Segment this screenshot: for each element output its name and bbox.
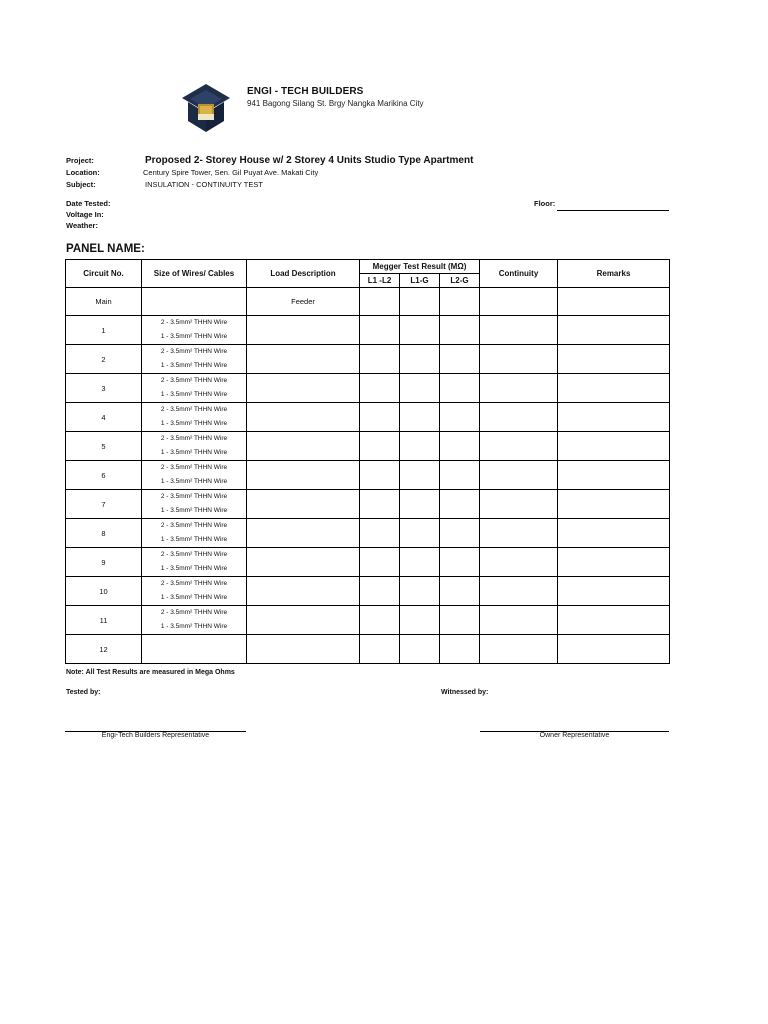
cell-load-description bbox=[247, 635, 360, 664]
header-continuity: Continuity bbox=[480, 260, 558, 288]
floor-field-line bbox=[557, 210, 669, 211]
cell-remarks bbox=[558, 461, 670, 490]
cell-load-feeder: Feeder bbox=[247, 288, 360, 316]
wire-spec-line: 2 - 3.5mm² THHN Wire bbox=[160, 435, 228, 442]
cell-circuit-main: Main bbox=[66, 288, 142, 316]
wire-spec-line: 2 - 3.5mm² THHN Wire bbox=[160, 377, 228, 384]
test-results-table bbox=[65, 259, 670, 664]
cell-l1-l2 bbox=[360, 548, 400, 577]
cell-size-of-wires bbox=[142, 345, 247, 374]
cell-l1-g bbox=[400, 403, 440, 432]
cell-remarks bbox=[558, 519, 670, 548]
cell-load-description bbox=[247, 345, 360, 374]
header-l2-g: L2-G bbox=[440, 274, 480, 288]
cell-l1-l2 bbox=[360, 519, 400, 548]
wire-spec-line: 1 - 3.5mm² THHN Wire bbox=[160, 478, 228, 485]
cell-remarks bbox=[558, 548, 670, 577]
table-row bbox=[66, 606, 670, 635]
wire-spec-line: 2 - 3.5mm² THHN Wire bbox=[160, 319, 228, 326]
witnessed-by-label: Witnessed by: bbox=[441, 689, 489, 696]
cell-circuit-no: 11 bbox=[66, 606, 142, 635]
cell-size-of-wires bbox=[142, 606, 247, 635]
cell-load-description bbox=[247, 374, 360, 403]
cell-continuity bbox=[480, 577, 558, 606]
cell-continuity bbox=[480, 432, 558, 461]
cell-l1-l2 bbox=[360, 403, 400, 432]
cell-circuit-no: 7 bbox=[66, 490, 142, 519]
wire-spec-line: 1 - 3.5mm² THHN Wire bbox=[160, 391, 228, 398]
cell-l1-g bbox=[400, 490, 440, 519]
table-row bbox=[66, 432, 670, 461]
cell-remarks bbox=[558, 432, 670, 461]
tested-by-label: Tested by: bbox=[66, 689, 101, 696]
cell-l2-g bbox=[440, 635, 480, 664]
cell-load-description bbox=[247, 432, 360, 461]
cell-circuit-no: 6 bbox=[66, 461, 142, 490]
cell-size-of-wires bbox=[142, 548, 247, 577]
cell-l1-l2 bbox=[360, 288, 400, 316]
wire-spec-line: 1 - 3.5mm² THHN Wire bbox=[160, 420, 228, 427]
cell-size-of-wires bbox=[142, 403, 247, 432]
cell-size-of-wires bbox=[142, 374, 247, 403]
location-value: Century Spire Tower, Sen. Gil Puyat Ave. Makati City bbox=[143, 168, 319, 177]
wire-spec-line: 1 - 3.5mm² THHN Wire bbox=[160, 333, 228, 340]
header-l1-g: L1-G bbox=[400, 274, 440, 288]
cell-l2-g bbox=[440, 316, 480, 345]
cell-continuity bbox=[480, 635, 558, 664]
cell-remarks bbox=[558, 577, 670, 606]
cell-continuity bbox=[480, 288, 558, 316]
cell-continuity bbox=[480, 316, 558, 345]
cell-circuit-no: 4 bbox=[66, 403, 142, 432]
cell-circuit-no: 3 bbox=[66, 374, 142, 403]
cell-l1-g bbox=[400, 577, 440, 606]
cell-load-description bbox=[247, 548, 360, 577]
header-size-of-wires: Size of Wires/ Cables bbox=[142, 260, 247, 288]
table-row bbox=[66, 548, 670, 577]
cell-l2-g bbox=[440, 288, 480, 316]
wire-spec-line: 2 - 3.5mm² THHN Wire bbox=[160, 464, 228, 471]
cell-l1-g bbox=[400, 374, 440, 403]
cell-l1-g bbox=[400, 316, 440, 345]
cell-l1-l2 bbox=[360, 635, 400, 664]
cell-size-of-wires bbox=[142, 577, 247, 606]
cell-remarks bbox=[558, 374, 670, 403]
cell-size-of-wires bbox=[142, 519, 247, 548]
cell-l1-l2 bbox=[360, 345, 400, 374]
cell-l1-g bbox=[400, 606, 440, 635]
subject-value: INSULATION - CONTINUITY TEST bbox=[145, 180, 263, 189]
cell-continuity bbox=[480, 403, 558, 432]
wire-spec-line: 1 - 3.5mm² THHN Wire bbox=[160, 362, 228, 369]
cell-l1-l2 bbox=[360, 490, 400, 519]
wire-spec-line: 2 - 3.5mm² THHN Wire bbox=[160, 551, 228, 558]
cell-remarks bbox=[558, 635, 670, 664]
cell-size-of-wires bbox=[142, 461, 247, 490]
wire-spec-line: 1 - 3.5mm² THHN Wire bbox=[160, 507, 228, 514]
contractor-rep-caption: Engi-Tech Builders Representative bbox=[101, 732, 210, 739]
cell-size bbox=[142, 288, 247, 316]
wire-spec-line: 2 - 3.5mm² THHN Wire bbox=[160, 493, 228, 500]
company-address: 941 Bagong Silang St. Brgy Nangka Marikina City bbox=[247, 99, 424, 108]
header-load-description: Load Description bbox=[247, 260, 360, 288]
table-row bbox=[66, 403, 670, 432]
location-label: Location: bbox=[66, 168, 100, 177]
note-text: Note: All Test Results are measured in Mega Ohms bbox=[66, 669, 235, 676]
cell-l1-l2 bbox=[360, 432, 400, 461]
cell-l1-g bbox=[400, 519, 440, 548]
cell-remarks bbox=[558, 606, 670, 635]
cell-continuity bbox=[480, 461, 558, 490]
cell-l1-g bbox=[400, 635, 440, 664]
table-row bbox=[66, 316, 670, 345]
weather-label: Weather: bbox=[66, 221, 98, 230]
cell-continuity bbox=[480, 374, 558, 403]
cell-load-description bbox=[247, 490, 360, 519]
header-megger-test: Megger Test Result (MΩ) bbox=[360, 260, 480, 274]
wire-spec-line: 1 - 3.5mm² THHN Wire bbox=[160, 623, 228, 630]
wire-spec-line: 2 - 3.5mm² THHN Wire bbox=[160, 580, 228, 587]
cell-circuit-no: 8 bbox=[66, 519, 142, 548]
table-row bbox=[66, 374, 670, 403]
wire-spec-line: 1 - 3.5mm² THHN Wire bbox=[160, 449, 228, 456]
wire-spec-line: 1 - 3.5mm² THHN Wire bbox=[160, 565, 228, 572]
cell-l1-l2 bbox=[360, 374, 400, 403]
table-row bbox=[66, 345, 670, 374]
header-l1-l2: L1 -L2 bbox=[360, 274, 400, 288]
wire-spec-line: 2 - 3.5mm² THHN Wire bbox=[160, 406, 228, 413]
table-row-main bbox=[66, 288, 670, 316]
cell-circuit-no: 9 bbox=[66, 548, 142, 577]
header-circuit-no: Circuit No. bbox=[66, 260, 142, 288]
cell-l2-g bbox=[440, 577, 480, 606]
cell-continuity bbox=[480, 345, 558, 374]
wire-spec-line: 2 - 3.5mm² THHN Wire bbox=[160, 609, 228, 616]
cell-l2-g bbox=[440, 606, 480, 635]
cell-l2-g bbox=[440, 374, 480, 403]
cell-l2-g bbox=[440, 345, 480, 374]
cell-l2-g bbox=[440, 432, 480, 461]
cell-l1-l2 bbox=[360, 461, 400, 490]
cell-continuity bbox=[480, 606, 558, 635]
cell-size-of-wires bbox=[142, 635, 247, 664]
company-name: ENGI - TECH BUILDERS bbox=[247, 86, 364, 97]
wire-spec-line: 2 - 3.5mm² THHN Wire bbox=[160, 522, 228, 529]
cell-size-of-wires bbox=[142, 490, 247, 519]
cell-l2-g bbox=[440, 461, 480, 490]
cell-load-description bbox=[247, 403, 360, 432]
cell-l1-g bbox=[400, 432, 440, 461]
cell-l1-g bbox=[400, 345, 440, 374]
cell-l2-g bbox=[440, 548, 480, 577]
cell-circuit-no: 12 bbox=[66, 635, 142, 664]
floor-label: Floor: bbox=[534, 199, 556, 208]
owner-rep-caption: Owner Representative bbox=[539, 732, 610, 739]
cell-l1-l2 bbox=[360, 606, 400, 635]
cell-l1-g bbox=[400, 461, 440, 490]
table-row bbox=[66, 577, 670, 606]
cell-l1-l2 bbox=[360, 316, 400, 345]
cell-load-description bbox=[247, 606, 360, 635]
project-value: Proposed 2- Storey House w/ 2 Storey 4 Units Studio Type Apartment bbox=[145, 155, 474, 166]
cell-remarks bbox=[558, 316, 670, 345]
header-remarks: Remarks bbox=[558, 260, 670, 288]
panel-name-label: PANEL NAME: bbox=[66, 243, 145, 255]
subject-label: Subject: bbox=[66, 180, 96, 189]
cell-size-of-wires bbox=[142, 432, 247, 461]
wire-spec-line: 1 - 3.5mm² THHN Wire bbox=[160, 594, 228, 601]
cell-remarks bbox=[558, 345, 670, 374]
voltage-label: Voltage In: bbox=[66, 210, 104, 219]
cell-circuit-no: 1 bbox=[66, 316, 142, 345]
table-row bbox=[66, 635, 670, 664]
table-row bbox=[66, 519, 670, 548]
cell-circuit-no: 10 bbox=[66, 577, 142, 606]
company-logo-icon bbox=[180, 82, 232, 134]
cell-circuit-no: 5 bbox=[66, 432, 142, 461]
cell-l1-l2 bbox=[360, 577, 400, 606]
table-row bbox=[66, 461, 670, 490]
cell-l2-g bbox=[440, 403, 480, 432]
cell-continuity bbox=[480, 519, 558, 548]
cell-l2-g bbox=[440, 519, 480, 548]
wire-spec-line: 2 - 3.5mm² THHN Wire bbox=[160, 348, 228, 355]
project-label: Project: bbox=[66, 156, 94, 165]
date-tested-label: Date Tested: bbox=[66, 199, 111, 208]
cell-load-description bbox=[247, 519, 360, 548]
wire-spec-line: 1 - 3.5mm² THHN Wire bbox=[160, 536, 228, 543]
cell-load-description bbox=[247, 577, 360, 606]
cell-remarks bbox=[558, 403, 670, 432]
cell-l1-g bbox=[400, 288, 440, 316]
cell-circuit-no: 2 bbox=[66, 345, 142, 374]
cell-remarks bbox=[558, 490, 670, 519]
cell-l2-g bbox=[440, 490, 480, 519]
cell-remarks bbox=[558, 288, 670, 316]
cell-load-description bbox=[247, 461, 360, 490]
cell-load-description bbox=[247, 316, 360, 345]
cell-l1-g bbox=[400, 548, 440, 577]
table-row bbox=[66, 490, 670, 519]
cell-continuity bbox=[480, 490, 558, 519]
cell-continuity bbox=[480, 548, 558, 577]
cell-size-of-wires bbox=[142, 316, 247, 345]
